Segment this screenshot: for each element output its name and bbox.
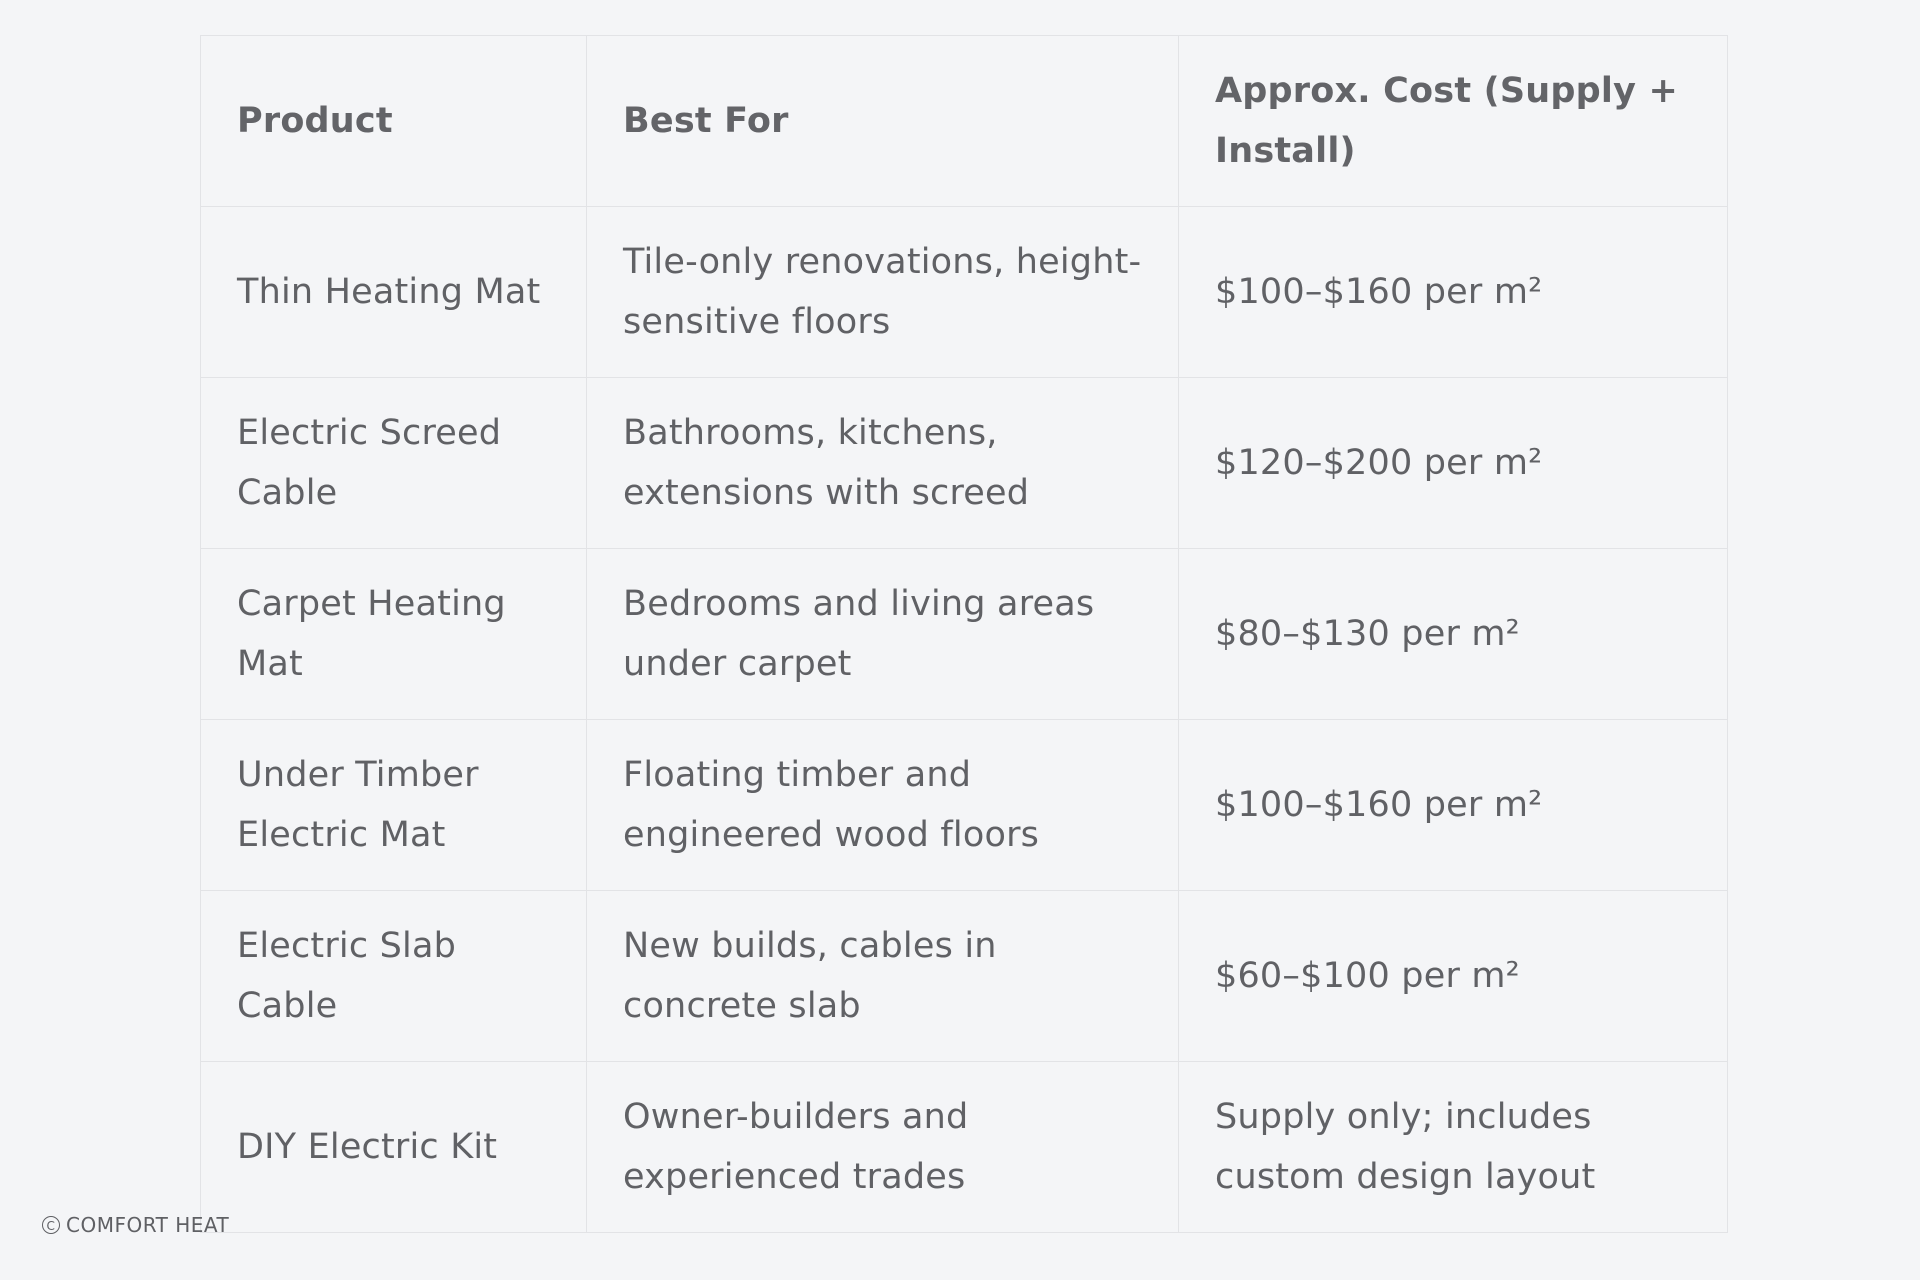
cell-product: Thin Heating Mat: [201, 207, 587, 378]
cell-best-for: Bedrooms and living areas under carpet: [587, 549, 1179, 720]
cell-product: DIY Electric Kit: [201, 1062, 587, 1233]
table-row: [201, 891, 1728, 1062]
cell-best-for: Bathrooms, kitchens, extensions with screed: [587, 378, 1179, 549]
product-cost-table: [200, 35, 1728, 1233]
cell-product: Electric Slab Cable: [201, 891, 587, 1062]
cell-cost: $100–$160 per m²: [1179, 207, 1728, 378]
cell-best-for: Floating timber and engineered wood floors: [587, 720, 1179, 891]
cell-cost: Supply only; includes custom design layout: [1179, 1062, 1728, 1233]
cell-best-for: Tile-only renovations, height-sensitive floors: [587, 207, 1179, 378]
cell-product: Carpet Heating Mat: [201, 549, 587, 720]
brand-watermark: [42, 1213, 229, 1237]
cell-cost: $100–$160 per m²: [1179, 720, 1728, 891]
table-row: [201, 720, 1728, 891]
header-best-for: Best For: [587, 36, 1179, 207]
cell-cost: $80–$130 per m²: [1179, 549, 1728, 720]
cell-product: Electric Screed Cable: [201, 378, 587, 549]
cell-best-for: Owner-builders and experienced trades: [587, 1062, 1179, 1233]
cell-cost: $60–$100 per m²: [1179, 891, 1728, 1062]
table-row: [201, 378, 1728, 549]
table-row: [201, 207, 1728, 378]
table-row: [201, 549, 1728, 720]
table-header-row: [201, 36, 1728, 207]
copyright-icon: C: [42, 1216, 60, 1234]
header-product: Product: [201, 36, 587, 207]
table-row: [201, 1062, 1728, 1233]
cell-product: Under Timber Electric Mat: [201, 720, 587, 891]
cell-cost: $120–$200 per m²: [1179, 378, 1728, 549]
header-approx-cost: Approx. Cost (Supply + Install): [1179, 36, 1728, 207]
cell-best-for: New builds, cables in concrete slab: [587, 891, 1179, 1062]
watermark-text: COMFORT HEAT: [66, 1213, 230, 1237]
